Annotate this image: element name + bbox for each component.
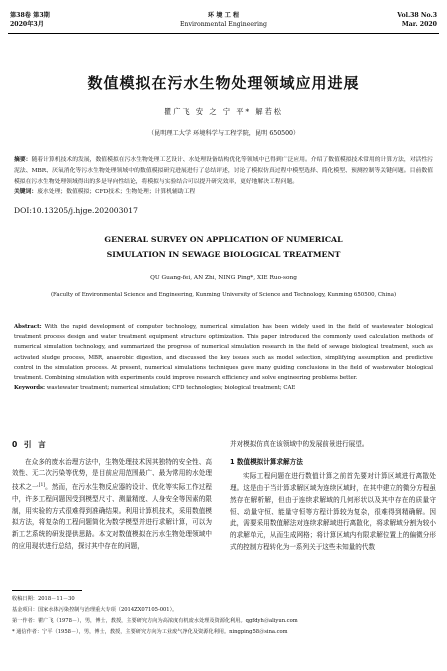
affiliation-en: (Faculty of Environmental Science and Engineering, Kunming University of Science and Technology, Kunming 650500, China) (50, 292, 397, 298)
paper-title-en-text: GENERAL SURVEY ON APPLICATION OF NUMERICAL SIMULATION IN SEWAGE BIOLOGICAL TREATMENT (104, 235, 343, 259)
intro-text-cont: 。然而，在污水生物反应器的设计、优化等实际工作过程中，许多工程问题因受到模型尺寸、测量精度、人身安全等因素的限制，用实验的方式很难得到准确结果。利用计算机技术，采用数值模拟方法，将复杂的工程问题简化为数学模型并进行求解计算，可以为新工艺系统的研发提供思路。本文对数值模拟在污水生物处理领域中的应用现状进行总结，探讨其中存在的问题， (12, 483, 213, 550)
header-volume-en: Vol.38 No.3 (397, 12, 437, 19)
header-date-cn: 2020年3月 (10, 20, 44, 28)
footnote-corresponding: * 通信作者：宁平（1958－），男，博士，教授，主要研究方向为工业废气净化及资源化利用。ningping58＠sina.com (12, 629, 288, 635)
keywords-en-text: wastewater treatment; numerical simulation; CFD technologies; biological treatment; CAE (46, 385, 296, 392)
abstract-cn-text: 随着计算机技术的发展，数值模拟在污水生物处理工艺设计、水处理设备结构优化等领域中已得到广泛应用。介绍了数值模拟技术常用的计算方法，对活性污泥法、MBR、厌氧消化等污水生物处理领域中的数值模拟研究进展进行了总结评述，讨论了模拟仿真过程中模型选择、简化模型、预测控制等关键问题。目前数值模拟在污水生物处理领域得出的多是导向性结论，将模拟与实验结合可以提升研究效率，更好地解决工程问题。 (14, 157, 433, 185)
footnote-received: 收稿日期：2018－11－30 (12, 596, 75, 602)
intro-paragraph (12, 457, 212, 553)
paper-title-en (0, 232, 447, 262)
header-rule (8, 33, 439, 34)
right-paragraph-1: 实际工程问题在进行数值计算之前首先要对计算区域进行离散处理。这是由于当计算求解区域为连续区域时，在其中建立的微分方程虽然存在解析解，但由于连续求解域的几何形状以及其中存在的质量守恒、动量守恒、能量守恒等方程计算较为复杂，很难得到精确解。因此，需要采用数值解法对连续求解域进行离散化，将求解域分割为较小的求解单元，从而生成网格；将计算区域内有限求解位置上的偏微分形式的控制方程转化为一系列关于这些未知量的代数 (230, 472, 436, 551)
right-paragraph-0: 并对模拟仿真在该领域中的发展前景进行展望。 (230, 440, 369, 448)
header-volume-cn: 第38卷 第3期 (10, 12, 50, 19)
header-date-en: Mar. 2020 (401, 20, 437, 28)
header-journal-en: Environmental Engineering (180, 20, 267, 28)
footnote-rule (12, 590, 82, 591)
body-column-left (12, 439, 212, 553)
abstract-en (14, 322, 433, 393)
section-heading-intro: 0 引 言 (12, 440, 48, 449)
doi: DOI:10.13205/j.hjge.202003017 (14, 206, 138, 215)
citation-ref[interactable]: [1] (38, 483, 46, 489)
authors-cn: 瞿广飞 安 之 宁 平* 解若松 (164, 107, 283, 116)
abstract-en-text: With the rapid development of computer technology, numerical simulation has been widely used in the field of wastewater biological treatment process design and water treatment equipment structure optimization. This paper introduced the commonly used calculation methods of numerical simulation technology, and summarized the progress of numerical simulation research in the field of sewage biological treatment, such as activated sludge process, MBR, anaerobic digestion, and discussed the key issues such as model selection, simplifying assumption and predictive control in the simulation process. At present, numerical simulations techniques gave many guiding conclusions in the field of wastewater biological treatment. Combining simulation with experiments could improve research efficiency and solve engineering problems better. (14, 324, 433, 382)
footnotes (12, 594, 439, 638)
abstract-cn-label: 摘要： (14, 157, 32, 163)
footnote-first-author: 第一作者：瞿广飞（1978－），男，博士，教授，主要研究方向为高浓度有机废水处理及资源化利用。qgfdyh＠aliyun.com (12, 618, 298, 624)
keywords-cn-label: 关键词： (14, 189, 38, 196)
header-center (10, 12, 437, 29)
footnote-fund: 基金项目：国家水体污染控制与治理重大专项（2014ZX07105-001）。 (12, 607, 178, 613)
header-right (397, 12, 437, 29)
keywords-cn-text: 废水处理；数值模拟；CFD技术；生物处理；计算机辅助工程 (37, 189, 196, 196)
section-heading-1: 1 数值模拟计算求解方法 (230, 457, 303, 466)
header-journal-cn: 环 境 工 程 (207, 12, 240, 19)
affiliation-cn: （昆明理工大学 环境科学与工程学院，昆明 650500） (147, 130, 300, 137)
body-column-right (230, 439, 436, 553)
keywords-en-label: Keywords: (14, 385, 45, 392)
abstract-cn (14, 155, 433, 198)
paper-title-cn: 数值模拟在污水生物处理领域应用进展 (87, 74, 360, 92)
abstract-en-label: Abstract: (14, 324, 42, 330)
authors-en: QU Guang-fei, AN Zhi, NING Ping*, XIE Ruo-song (150, 275, 297, 281)
intro-text: 在众多的废水治理方法中，生物处理技术因其独特的安全性、高效性、无二次污染等优势，是目前应用范围最广、最为常用的水处理技术之一 (12, 457, 212, 492)
